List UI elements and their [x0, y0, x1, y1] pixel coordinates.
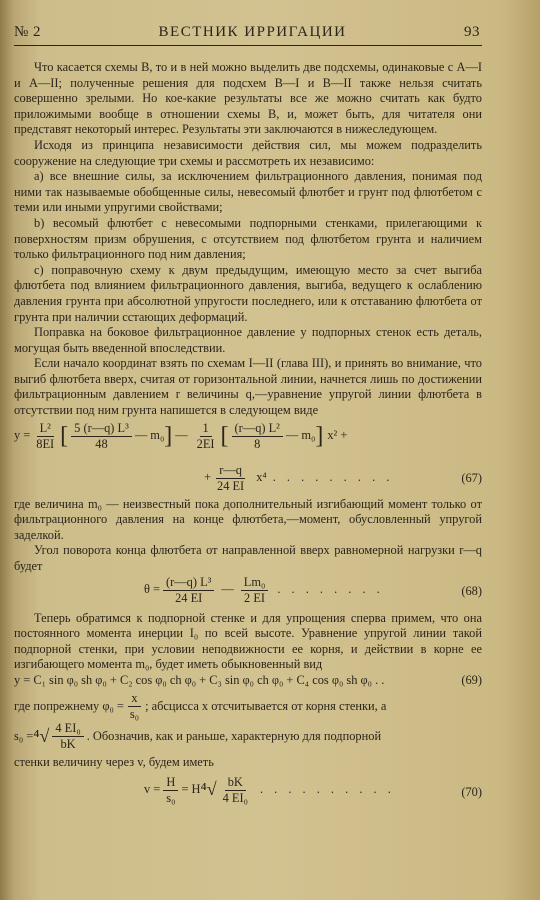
journal-title: ВЕСТНИК ИРРИГАЦИИ: [158, 24, 347, 40]
fraction: $\frac{\text{(r—q) L²}}{8}$: [232, 421, 283, 452]
fraction: $\frac{1}{2EI}$: [196, 420, 215, 451]
s0-definition-line: s₀ = ⁴√ $\frac{\text{4 EI₀}}{bK}$ . Обозначив, как и раньше, характерную для подпорной: [14, 721, 382, 751]
equation-68: θ = $\frac{\text{(r—q) L³}}{24 EI}$ — $\frac{\text{Lm₀}}{2 EI}$ . . . . . . . . (68): [144, 574, 482, 605]
paragraph: стенки величину через v, будем иметь: [14, 755, 214, 769]
fraction: $\frac{bK}{\text{4 EI₀}}$: [222, 774, 248, 805]
phi-definition-line: где попрежнему φ₀ = $\frac{x}{\text{s₀}}$ ; абсцисса x отсчитывается от корня стенки, а: [14, 691, 387, 721]
paragraph: Теперь обратимся к подпорной стенке и для упрощения сперва примем, что она постоянного момента инерции I₀ по всей высоте. Уравнение упругой линии такой подпорной стенки, при условии неподвижности ее корня, и действии в корне ее изгибающего момента m₀, будет иметь обыкновенный вид: [14, 610, 482, 672]
equation-67-line1: y = $\frac{\text{L²}}{8EI}$ [ $\frac{\text{5 (r—q) L³}}{48}$ — m₀ ] — $\frac{1}{2EI}$ [ $\frac{\text{(r—q) L²}}{8}$ — m₀ ] x² +: [14, 420, 348, 451]
page-number: 93: [463, 24, 480, 40]
equation-number: (67): [461, 470, 482, 485]
fraction: $\frac{\text{5 (r—q) L³}}{48}$: [71, 421, 132, 452]
paragraph: с) поправочную схему к двум предыдущим, имеющую место за счет выгиба флютбета под влиянием фильтрационного давления, выгиба, ведущего к ослаблению давления грунта при абсолютной упругости последнего, или к отставанию флютбета от грунта при наличии сстающих деформаций.: [14, 262, 482, 324]
fraction: $\frac{x}{\text{s₀}}$: [129, 691, 140, 721]
paragraph: Угол поворота конца флютбета от направленной вверх равномерной нагрузки r—q будет: [14, 543, 482, 574]
equation-67-line2: + $\frac{r—q}{24 EI}$ x⁴ . . . . . . . . . (67): [204, 462, 482, 493]
paragraph: b) весомый флютбет с невесомыми подпорными стенками, прилегающими к поверхностям призм обрушения, с отсутствием под флютбетом грунта и наличием только фильтрационного под ним давления;: [14, 215, 482, 262]
equation-number: (69): [461, 673, 482, 687]
fraction: $\frac{\text{4 EI₀}}{bK}$: [52, 721, 83, 752]
eq-lhs: y =: [14, 428, 31, 443]
equation-69: y = C₁ sin φ₀ sh φ₀ + C₂ cos φ₀ ch φ₀ + C₃ sin φ₀ ch φ₀ + C₄ cos φ₀ sh φ₀ . . (69): [14, 673, 482, 687]
equation-number: (70): [461, 784, 482, 799]
fraction: $\frac{H}{\text{s₀}}$: [163, 775, 178, 806]
equation-70: v = $\frac{H}{\text{s₀}}$ = H ⁴√ $\frac{bK}{\text{4 EI₀}}$ . . . . . . . . . . (70): [144, 774, 482, 805]
fraction: $\frac{\text{L²}}{8EI}$: [36, 420, 55, 451]
paragraph: а) все внешние силы, за исключением фильтрационного давления, понимая под ними так называемые обобщенные силы, невесомый флютбет и грунт под флютбетом с теми или иными упругими свойствами;: [14, 169, 482, 215]
paragraph: Исходя из принципа независимости действия сил, мы можем подразделить сооружение на следующие три схемы и рассмотреть их независимо:: [14, 137, 482, 168]
paragraph: где величина m₀ — неизвестный пока дополнительный изгибающий момент только от фильтрационного давления на конце флютбета,—момент, обусловленный упругой заделкой.: [14, 496, 482, 542]
paragraph: Если начало координат взять по схемам I—II (глава III), и принять во внимание, что выгиб флютбета вверх, считая от горизонтальной линии, начнется лишь по достижении фильтрационным давлением r величины q,—уравнение упругой линии флютбета в отсутствии под ним грунта напишется в следующем виде: [14, 356, 482, 418]
fraction: $\frac{\text{Lm₀}}{2 EI}$: [241, 575, 269, 606]
paragraph: Поправка на боковое фильтрационное давление у подпорных стенок есть деталь, могущая быть введенной впоследствии.: [14, 325, 482, 355]
fraction: $\frac{\text{(r—q) L³}}{24 EI}$: [163, 575, 214, 606]
paragraph: Что касается схемы В, то и в ней можно выделить две подсхемы, одинаковые с А—I и А—II; полученные решения для подсхем В—I и В—II также нельзя считать совершенно зрелыми. Но кое-какие результаты все же можно считать как будто приложимыми вообще в отношении схемы В, и, может быть, для читателя они представят некоторый интерес. Результаты эти заключаются в нижеследующем.: [14, 60, 482, 137]
article-body: [14, 60, 482, 813]
fraction: $\frac{r—q}{24 EI}$: [217, 462, 245, 493]
equation-number: (68): [461, 583, 482, 598]
running-header: [14, 24, 480, 41]
header-rule: [14, 45, 482, 46]
issue-number: № 2: [14, 24, 42, 40]
